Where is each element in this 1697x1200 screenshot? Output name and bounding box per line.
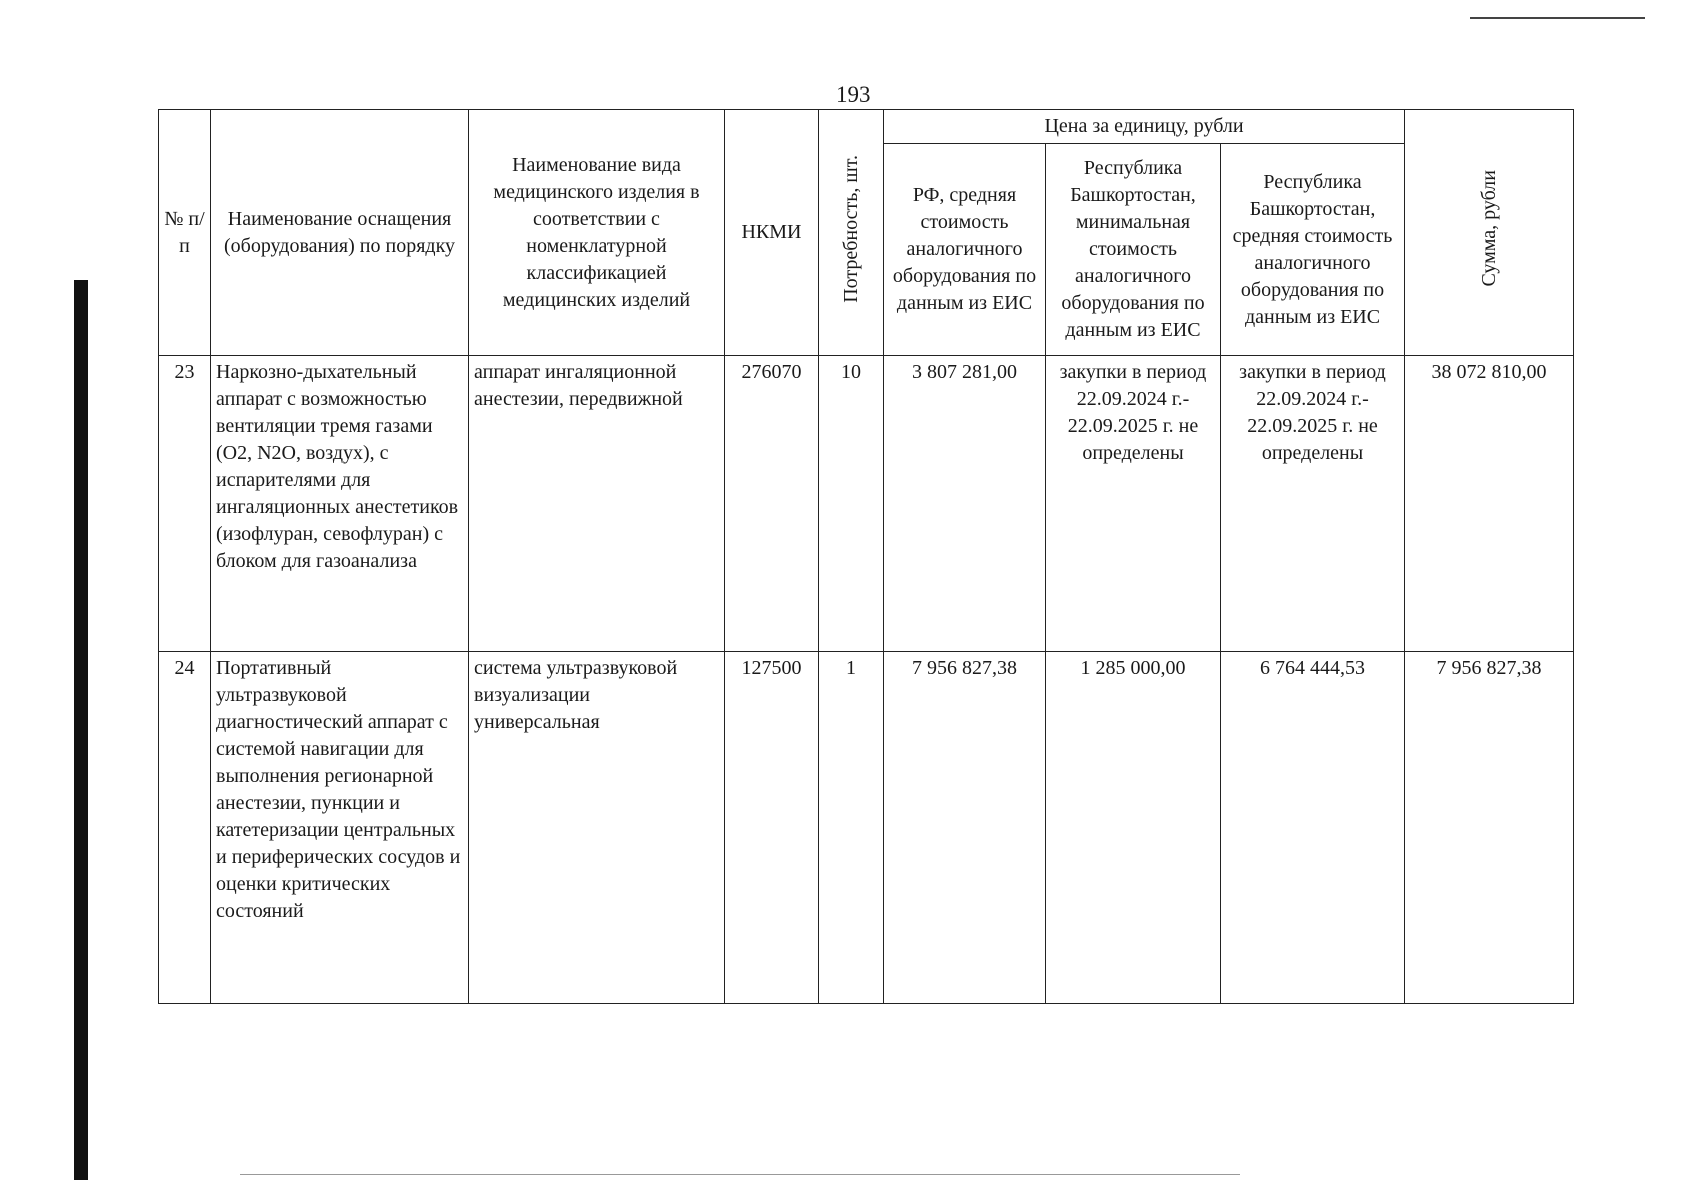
- header-sum: [1405, 110, 1574, 356]
- scan-line-top: [1470, 17, 1645, 19]
- header-price-rb-avg: Республика Башкортостан, средняя стоимость аналогичного оборудования по данным из ЕИС: [1221, 144, 1405, 356]
- cell-name: Наркозно-дыхательный аппарат с возможностью вентиляции тремя газами (О2, N2O, воздух), с испарителями для ингаляционных анестетиков (изофлуран, севофлуран) с блоком для газоанализа: [211, 356, 469, 652]
- cell-need: 10: [819, 356, 884, 652]
- header-name: Наименование оснащения (оборудования) по порядку: [211, 110, 469, 356]
- cell-kind: аппарат ингаляционной анестезии, передвижной: [469, 356, 725, 652]
- table-row: [159, 652, 1574, 1004]
- header-price-rb-min: Республика Башкортостан, минимальная стоимость аналогичного оборудования по данным из ЕИС: [1046, 144, 1221, 356]
- cell-price-rb-avg: 6 764 444,53: [1221, 652, 1405, 1004]
- table-row: [159, 356, 1574, 652]
- cell-price-rb-avg: закупки в период 22.09.2024 г.- 22.09.2025 г. не определены: [1221, 356, 1405, 652]
- cell-nkmi: 127500: [725, 652, 819, 1004]
- cell-sum: 38 072 810,00: [1405, 356, 1574, 652]
- header-nkmi: НКМИ: [725, 110, 819, 356]
- table-header-row-1: [159, 110, 1574, 144]
- cell-price-rb-min: закупки в период 22.09.2024 г.- 22.09.2025 г. не определены: [1046, 356, 1221, 652]
- cell-nkmi: 276070: [725, 356, 819, 652]
- header-kind: Наименование вида медицинского изделия в соответствии с номенклатурной классификацией медицинских изделий: [469, 110, 725, 356]
- header-sum-label: Сумма, рубли: [1477, 170, 1500, 287]
- header-need-label: Потребность, шт.: [839, 154, 862, 303]
- cell-num: 24: [159, 652, 211, 1004]
- cell-sum: 7 956 827,38: [1405, 652, 1574, 1004]
- header-price-rf: РФ, средняя стоимость аналогичного оборудования по данным из ЕИС: [884, 144, 1046, 356]
- cell-kind: система ультразвуковой визуализации универсальная: [469, 652, 725, 1004]
- header-need: [819, 110, 884, 356]
- cell-num: 23: [159, 356, 211, 652]
- cell-need: 1: [819, 652, 884, 1004]
- header-num: № п/п: [159, 110, 211, 356]
- cell-price-rb-min: 1 285 000,00: [1046, 652, 1221, 1004]
- page-number: 193: [836, 82, 871, 107]
- header-price-group: Цена за единицу, рубли: [884, 110, 1405, 144]
- equipment-table: [158, 109, 1574, 1004]
- cell-price-rf: 7 956 827,38: [884, 652, 1046, 1004]
- scan-line-bottom: [240, 1174, 1240, 1175]
- scan-edge-left: [74, 280, 88, 1180]
- cell-price-rf: 3 807 281,00: [884, 356, 1046, 652]
- cell-name: Портативный ультразвуковой диагностический аппарат с системой навигации для выполнения регионарной анестезии, пункции и катетеризации центральных и периферических сосудов и оценки критических состояний: [211, 652, 469, 1004]
